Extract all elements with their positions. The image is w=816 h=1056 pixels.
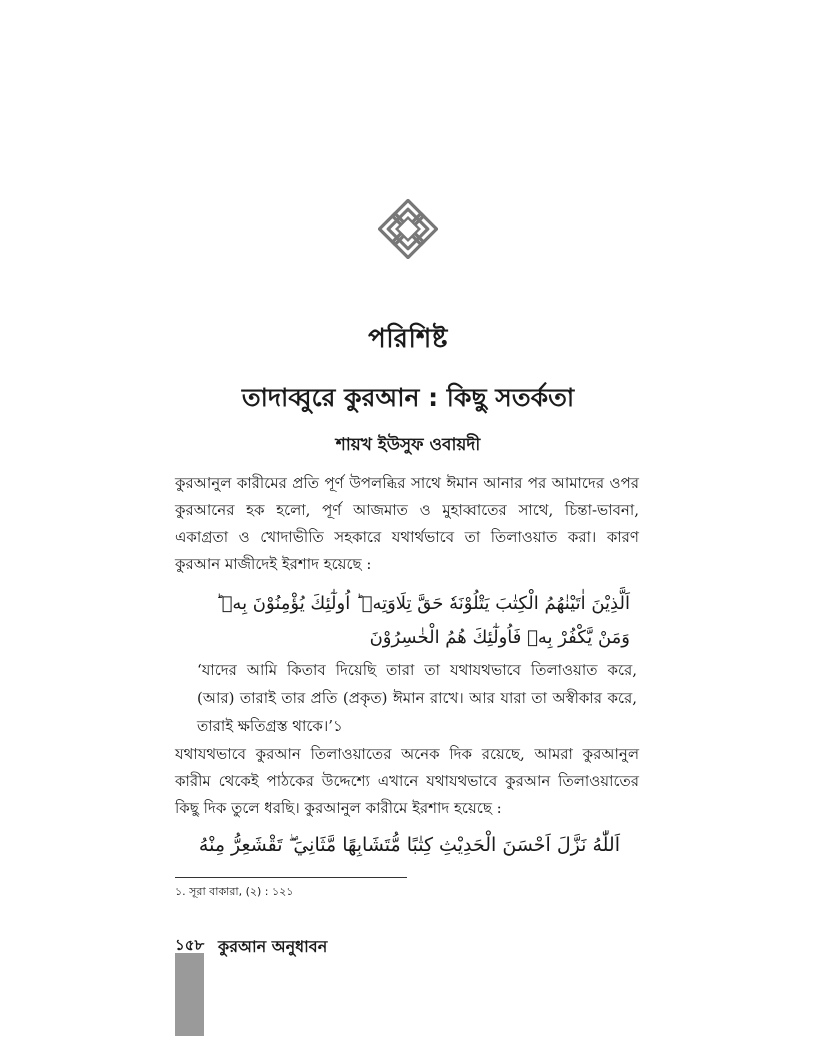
footnote-divider: [175, 877, 407, 878]
running-book-title: কুরআন অনুধাবন: [218, 937, 328, 956]
appendix-title: পরিশিষ্ট: [368, 324, 448, 354]
page-side-bar: [175, 953, 204, 1036]
arabic-verse-1-line-1: اَلَّذِيْنَ اٰتَيْنٰهُمُ الْكِتٰبَ يَتْلُوْنَهٗ حَقَّ تِلَاوَتِهٖ ؕ اُولٰٓئِكَ يُؤْمِنُوْنَ بِهٖ ؕ: [215, 593, 630, 614]
second-paragraph: যথাযথভাবে কুরআন তিলাওয়াতের অনেক দিক রয়েছে, আমরা কুরআনুল কারীম থেকেই পাঠকের উদ্দেশ্যে এখানে যথাযথভাবে কুরআন তিলাওয়াতের কিছু দিক তুলে ধরছি। কুরআনুল কারীমে ইরশাদ হয়েছে :: [175, 745, 639, 817]
verse-translation: ‘যাদের আমি কিতাব দিয়েছি তারা তা যথাযথভাবে তিলাওয়াত করে, (আর) তারাই তার প্রতি (প্রকৃত) ঈমান রাখে। আর যারা তা অস্বীকার করে, তারাই ক্ষতিগ্রস্ত থাকে।’১: [197, 661, 637, 735]
arabic-verse-1-line-2: وَمَنْ يَّكْفُرْ بِهٖ فَاُولٰٓئِكَ هُمُ الْخٰسِرُوْنَ: [369, 627, 630, 648]
star-ornament-icon: [378, 199, 438, 259]
chapter-title: তাদাব্বুরে কুরআন : কিছু সতর্কতা: [241, 383, 575, 412]
intro-paragraph: কুরআনুল কারীমের প্রতি পূর্ণ উপলব্ধির সাথে ঈমান আনার পর আমাদের ওপর কুরআনের হক হলো, পূর্ণ আজমাত ও মুহাব্বাতের সাথে, চিন্তা-ভাবনা, একাগ্রতা ও খোদাভীতি সহকারে যথার্থভাবে তা তিলাওয়াত করা। কারণ কুরআন মাজীদেই ইরশাদ হয়েছে :: [175, 474, 639, 573]
footnote: ১. সূরা বাকারা, (২) : ১২১: [175, 885, 294, 898]
arabic-verse-2: اَللّٰهُ نَزَّلَ اَحْسَنَ الْحَدِيْثِ كِتٰبًا مُّتَشَابِهًا مَّثَانِيَ ۖ تَقْشَعِرُّ مِنْهُ: [198, 834, 620, 856]
arabic-verse-1: [190, 587, 630, 655]
page-number: ১৫৮: [175, 936, 205, 954]
author-name: শায়খ ইউসুফ ওবায়দী: [335, 435, 481, 455]
